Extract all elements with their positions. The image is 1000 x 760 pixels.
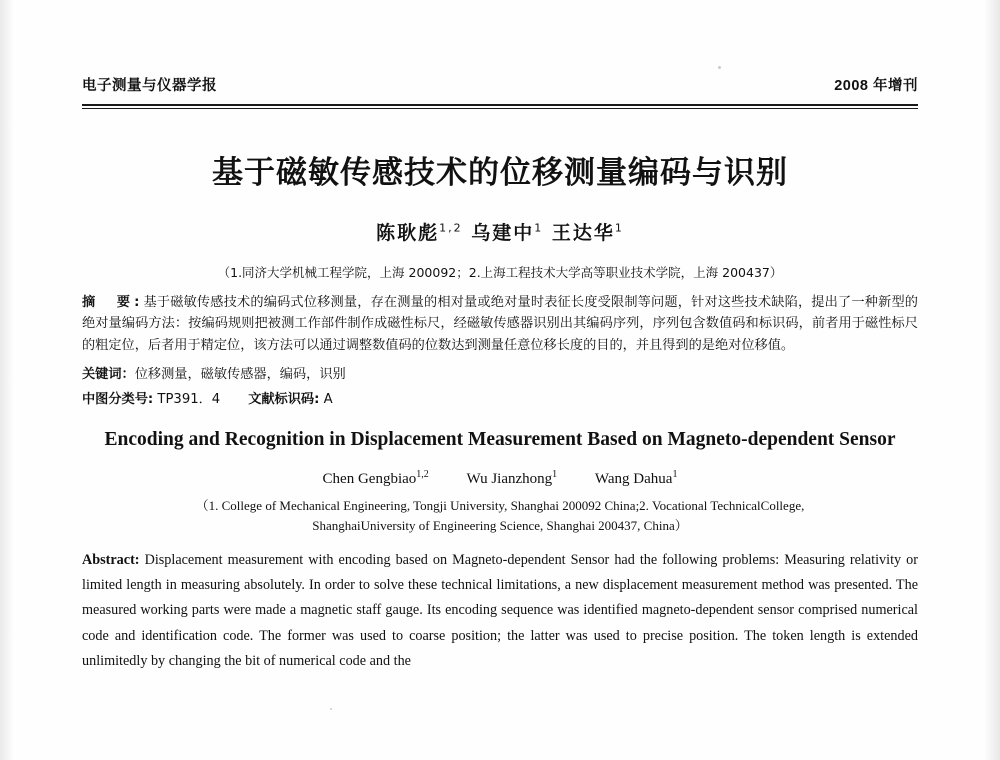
author-name: 王达华 xyxy=(551,222,615,244)
authors-cn xyxy=(82,218,918,245)
document-code-label: 文献标识码: xyxy=(248,392,320,408)
affiliation-en-line2: ShanghaiUniversity of Engineering Science, Shanghai 200437, China） xyxy=(312,517,688,533)
scan-speck xyxy=(718,66,721,69)
author-affil-marker: 1 xyxy=(614,221,624,235)
running-head xyxy=(82,74,918,95)
document-code-value: A xyxy=(323,392,333,408)
author-name-en-text: Wang Dahua xyxy=(594,470,673,487)
abstract-cn xyxy=(82,292,918,356)
keywords-cn-label: 关键词： xyxy=(82,367,135,383)
author-affil-marker: 1,2 xyxy=(416,468,429,480)
page-content xyxy=(82,74,918,674)
author-name-en xyxy=(322,468,429,487)
author-affil-marker: 1 xyxy=(552,468,558,480)
author-affil-marker: 1 xyxy=(672,468,678,480)
issue-label: 2008 年增刊 xyxy=(834,78,918,94)
author-name-en-text: Chen Gengbiao xyxy=(322,470,417,487)
scan-speck xyxy=(330,708,332,710)
author-name: 乌建中 xyxy=(471,222,535,244)
author-name-en xyxy=(466,468,558,487)
abstract-cn-text: 基于磁敏传感技术的编码式位移测量，存在测量的相对量或绝对量时表征长度受限制等问题，针对这些技术缺陷，提出了一种新型的绝对量编码方法：按编码规则把被测工作部件制作成磁性标尺，经磁敏传感器识别出其编码序列，序列包含数值码和标识码，前者用于磁性标尺的粗定位，后者用于精定位，该方法可以通过调整数值码的位数达到测量任意位移长度的目的，并且得到的是绝对位移值。 xyxy=(82,295,918,353)
keywords-cn xyxy=(82,363,918,382)
abstract-cn-label: 摘 要: xyxy=(82,295,144,310)
abstract-en xyxy=(82,548,918,674)
affiliation-en xyxy=(82,496,918,536)
scan-edge-right xyxy=(984,0,1000,760)
page-title: 基于磁敏传感技术的位移测量编码与识别 xyxy=(212,155,788,191)
clc-value: TP391．4 xyxy=(157,392,221,408)
abstract-en-label: Abstract: xyxy=(82,551,140,568)
clc-label: 中图分类号: xyxy=(82,392,154,408)
page-title-en: Encoding and Recognition in Displacement Measurement Based on Magneto-dependent Sensor xyxy=(104,429,896,451)
scan-edge-left xyxy=(0,0,14,760)
author-affil-marker: 1 xyxy=(534,221,544,235)
journal-name: 电子测量与仪器学报 xyxy=(82,78,217,94)
header-rule xyxy=(82,104,918,109)
author-name: 陈耿彪 xyxy=(376,222,440,244)
authors-en xyxy=(82,469,918,488)
author-name-en xyxy=(594,468,678,487)
affiliation-en-line1: （1. College of Mechanical Engineering, Tongji University, Shanghai 200092 China;2. Vocational TechnicalCollege, xyxy=(195,497,805,513)
affiliation-cn: （1.同济大学机械工程学院，上海 200092；2.上海工程技术大学高等职业技术学院，上海 200437） xyxy=(217,265,783,280)
keywords-cn-text: 位移测量，磁敏传感器，编码，识别 xyxy=(134,367,346,383)
abstract-en-text: Displacement measurement with encoding based on Magneto-dependent Sensor had the following problems: Measuring relativity or limited length in measuring absolutely. In order to solve these technical limitations, a new displacement measurement method was presented. The measured working parts were made a magnetic staff gauge. Its encoding sequence was identified magneto-dependent sensor comprised numerical code and identification code. The former was used to coarse position; the latter was used to precise position. The token length is extended unlimitedly by changing the bit of numerical code and the xyxy=(82,551,918,670)
author-affil-marker: 1,2 xyxy=(439,221,463,235)
author-name-en-text: Wu Jianzhong xyxy=(466,470,553,487)
classification-line xyxy=(82,388,918,407)
